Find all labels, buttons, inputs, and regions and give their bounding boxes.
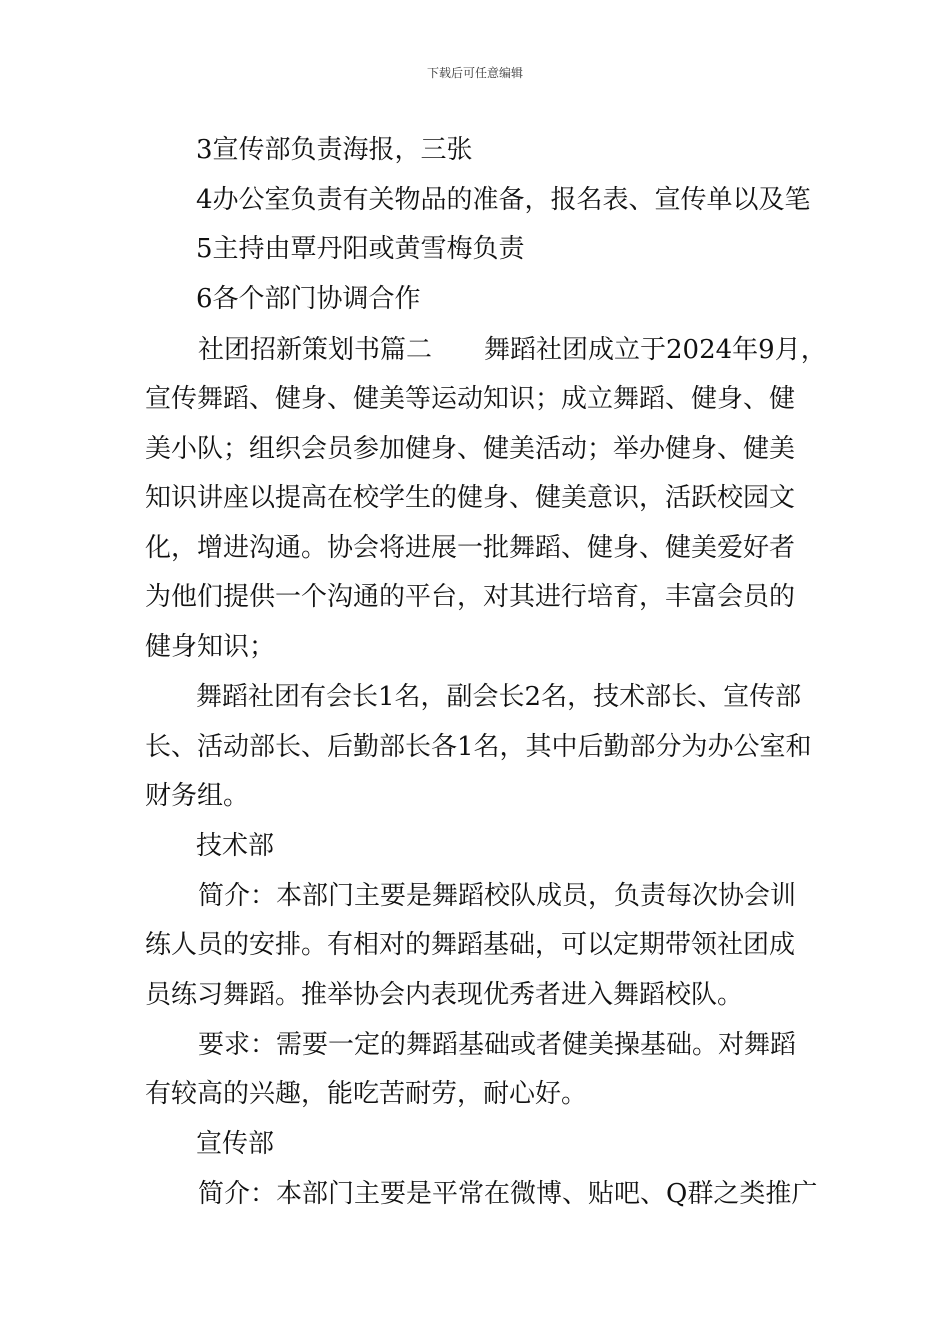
page-header: 下载后可任意编辑 bbox=[426, 66, 523, 80]
text-line: 5主持由覃丹阳或黄雪梅负责 bbox=[196, 234, 525, 264]
text-line: 有较高的兴趣，能吃苦耐劳，耐心好。 bbox=[145, 1079, 588, 1109]
text-line: 宣传舞蹈、健身、健美等运动知识；成立舞蹈、健身、健 bbox=[145, 384, 796, 414]
text-line: 财务组。 bbox=[145, 781, 250, 811]
text-line: 知识讲座以提高在校学生的健身、健美意识，活跃校园文 bbox=[145, 483, 796, 513]
text-line: 健身知识； bbox=[145, 632, 276, 662]
section-heading: 宣传部 bbox=[196, 1129, 275, 1159]
text-line: 3宣传部负责海报，三张 bbox=[196, 135, 473, 165]
text-line: 为他们提供一个沟通的平台，对其进行培育，丰富会员的 bbox=[145, 582, 796, 612]
text-line: 员练习舞蹈。推举协会内表现优秀者进入舞蹈校队。 bbox=[145, 980, 744, 1010]
text-line: 社团招新策划书篇二 舞蹈社团成立于2024年9月， bbox=[198, 335, 827, 365]
text-line: 4办公室负责有关物品的准备，报名表、宣传单以及笔 bbox=[196, 185, 811, 215]
text-line: 简介：本部门主要是舞蹈校队成员，负责每次协会训 bbox=[198, 881, 797, 911]
text-line: 简介：本部门主要是平常在微博、贴吧、Q群之类推广 bbox=[198, 1179, 818, 1209]
text-line: 舞蹈社团有会长1名，副会长2名，技术部长、宣传部 bbox=[196, 682, 802, 712]
text-line: 6各个部门协调合作 bbox=[196, 284, 421, 314]
text-line: 长、活动部长、后勤部长各1名，其中后勤部分为办公室和 bbox=[145, 732, 812, 762]
text-line: 练人员的安排。有相对的舞蹈基础，可以定期带领社团成 bbox=[145, 930, 796, 960]
text-line: 化，增进沟通。协会将进展一批舞蹈、健身、健美爱好者 bbox=[145, 533, 796, 563]
text-line: 要求：需要一定的舞蹈基础或者健美操基础。对舞蹈 bbox=[198, 1030, 797, 1060]
text-line: 美小队；组织会员参加健身、健美活动；举办健身、健美 bbox=[145, 434, 796, 464]
section-heading: 技术部 bbox=[196, 831, 275, 861]
